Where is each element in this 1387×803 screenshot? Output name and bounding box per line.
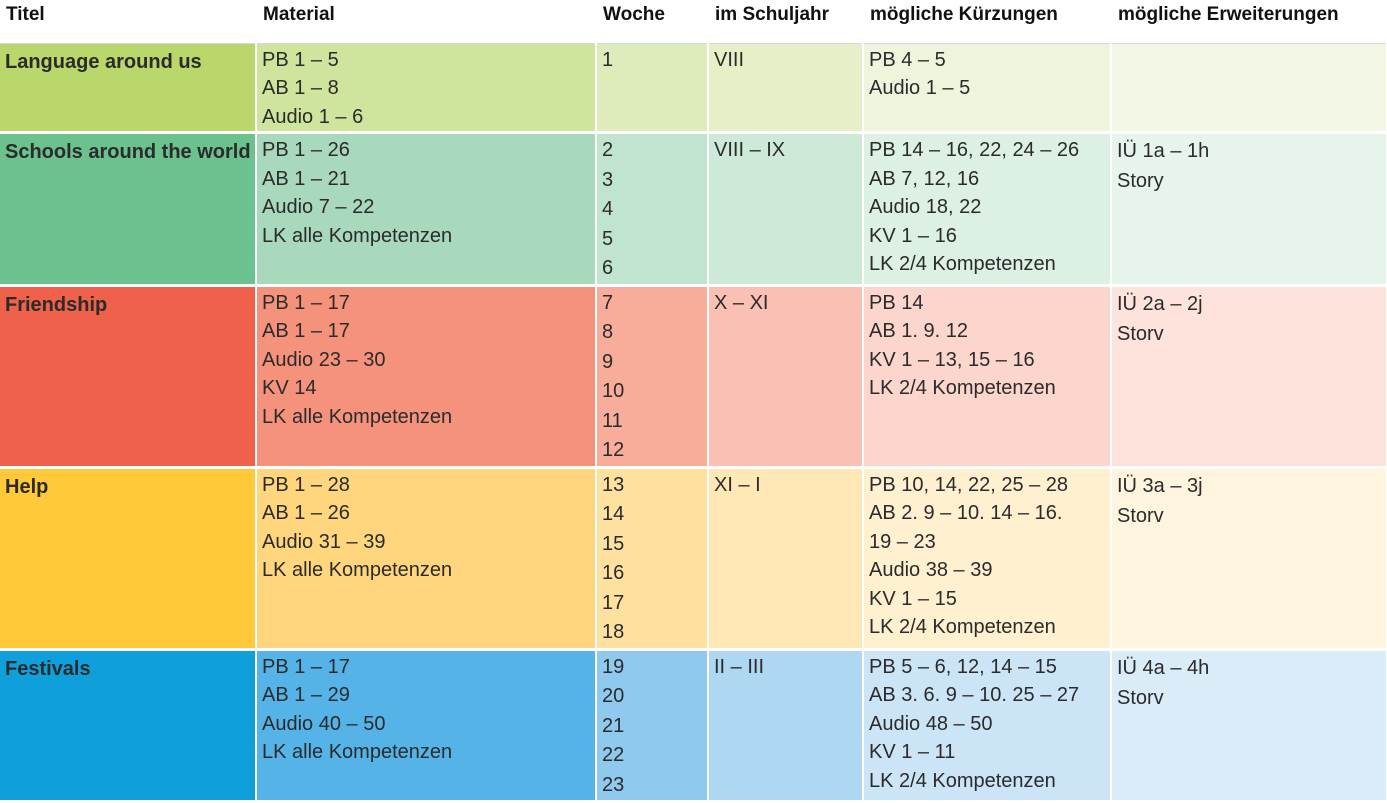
week-cell-line: 18 (602, 621, 625, 643)
school-year-cell (708, 133, 863, 286)
week-cell-line: 20 (602, 685, 625, 707)
material-cell (256, 133, 596, 286)
material-cell (256, 649, 596, 802)
week-cell-line: 23 (602, 773, 625, 796)
school-year-cell (708, 43, 863, 133)
cuts-cell-line: PB 4 – 5 (869, 48, 946, 71)
header-row (0, 0, 1387, 43)
table-row (0, 43, 1387, 133)
extensions-cell-line: IÜ 1a – 1h (1117, 140, 1210, 162)
cuts-cell-line: KV 1 – 13, 15 – 16 (869, 348, 1035, 371)
table-row (0, 649, 1387, 802)
week-cell (596, 133, 708, 286)
material-cell-line: Audio 7 – 22 (262, 196, 375, 218)
material-cell-line: PB 1 – 26 (262, 139, 350, 161)
cuts-cell-line: LK 2/4 Kompetenzen (869, 616, 1056, 638)
week-cell-line: 2 (602, 139, 614, 161)
cuts-cell-line: Audio 38 – 39 (869, 559, 993, 581)
week-cell-line: 14 (602, 503, 625, 525)
school-year-cell (708, 467, 863, 649)
week-cell-line: 6 (602, 257, 614, 279)
extensions-cell-line: IÜ 3a – 3j (1117, 474, 1203, 497)
week-cell-line: 10 (602, 380, 625, 402)
row-title: Help (0, 467, 256, 649)
extensions-cell (1111, 133, 1387, 286)
material-cell-line: AB 1 – 17 (262, 320, 350, 342)
header-title: Titel (0, 0, 256, 43)
week-cell-line: 3 (602, 168, 614, 191)
header-material: Material (256, 0, 596, 43)
row-title: Schools around the world (0, 133, 256, 286)
school-year-months: X – XI (714, 291, 769, 314)
material-cell-line: PB 1 – 28 (262, 473, 350, 496)
cuts-cell-line: Audio 18, 22 (869, 196, 982, 218)
cuts-cell-line: LK 2/4 Kompetenzen (869, 769, 1056, 792)
week-cell-line: 8 (602, 321, 614, 343)
week-cell-line: 19 (602, 655, 625, 678)
material-cell-line: LK alle Kompetenzen (262, 224, 453, 247)
extensions-cell-line: Storv (1117, 322, 1164, 345)
cuts-cell-line: KV 1 – 11 (869, 741, 956, 763)
extensions-cell-line: Storv (1117, 686, 1164, 709)
week-cell-line: 9 (602, 350, 614, 373)
week-cell-line: 13 (602, 473, 625, 496)
material-cell-line: AB 1 – 8 (262, 77, 339, 99)
cuts-cell (863, 285, 1111, 467)
week-cell-line: 7 (602, 291, 614, 314)
extensions-cell (1111, 467, 1387, 649)
week-cell-line: 17 (602, 591, 625, 614)
school-year-months: VIII – IX (714, 139, 786, 161)
cuts-cell-line: LK 2/4 Kompetenzen (869, 253, 1056, 275)
header-week: Woche (596, 0, 708, 43)
week-cell-line: 11 (602, 409, 623, 432)
material-cell-line: PB 1 – 17 (262, 655, 350, 678)
header-possible-cuts: mögliche Kürzungen (863, 0, 1111, 43)
extensions-cell-line: IÜ 2a – 2j (1117, 292, 1203, 315)
cuts-cell-line: AB 2. 9 – 10. 14 – 16. (869, 502, 1063, 524)
row-title: Language around us (0, 43, 256, 133)
cuts-cell-line: KV 1 – 15 (869, 587, 957, 610)
week-cell-line: 12 (602, 439, 625, 461)
extensions-cell-line: IÜ 4a – 4h (1117, 656, 1210, 679)
cuts-cell (863, 43, 1111, 133)
material-cell (256, 467, 596, 649)
school-year-cell (708, 285, 863, 467)
week-cell-line: 4 (602, 198, 614, 220)
material-cell-line: KV 14 (262, 377, 317, 399)
cuts-cell-line: PB 14 – 16, 22, 24 – 26 (869, 139, 1080, 161)
cuts-cell (863, 467, 1111, 649)
school-year-cell (708, 649, 863, 802)
material-cell-line: PB 1 – 5 (262, 48, 339, 71)
material-cell-line: LK alle Kompetenzen (262, 405, 453, 428)
week-cell-line: 15 (602, 532, 625, 555)
cuts-cell-line: LK 2/4 Kompetenzen (869, 377, 1056, 399)
row-title: Festivals (0, 649, 256, 802)
week-cell (596, 649, 708, 802)
week-cell-line: 1 (602, 48, 614, 71)
week-cell-line: 16 (602, 562, 625, 584)
extensions-cell-line: Storv (1117, 504, 1164, 527)
cuts-cell-line: PB 14 (869, 291, 924, 314)
cuts-cell-line: 19 – 23 (869, 530, 936, 553)
material-cell-line: Audio 23 – 30 (262, 348, 386, 371)
extensions-cell (1111, 285, 1387, 467)
cuts-cell-line: AB 1. 9. 12 (869, 320, 968, 342)
cuts-cell-line: KV 1 – 16 (869, 224, 957, 247)
cuts-cell-line: Audio 48 – 50 (869, 712, 993, 735)
table-row (0, 467, 1387, 649)
cuts-cell (863, 133, 1111, 286)
header-school-year: im Schuljahr (708, 0, 863, 43)
school-year-months: VIII (714, 48, 745, 71)
cuts-cell-line: Audio 1 – 5 (869, 77, 971, 99)
material-cell-line: AB 1 – 26 (262, 502, 350, 524)
row-title: Friendship (0, 285, 256, 467)
material-cell-line: Audio 1 – 6 (262, 105, 364, 128)
cuts-cell-line: PB 5 – 6, 12, 14 – 15 (869, 655, 1057, 678)
week-cell (596, 285, 708, 467)
school-year-months: XI – I (714, 473, 761, 496)
table-row (0, 133, 1387, 286)
cuts-cell-line: AB 7, 12, 16 (869, 167, 980, 190)
extensions-cell (1111, 43, 1387, 133)
extensions-cell (1111, 649, 1387, 802)
week-cell-line: 21 (602, 714, 625, 737)
table-row (0, 285, 1387, 467)
cuts-cell-line: PB 10, 14, 22, 25 – 28 (869, 473, 1069, 496)
material-cell (256, 43, 596, 133)
school-year-months: II – III (714, 655, 765, 678)
material-cell-line: AB 1 – 21 (262, 167, 350, 190)
header-possible-extensions: mögliche Erweiterungen (1111, 0, 1387, 43)
material-cell-line: LK alle Kompetenzen (262, 741, 453, 763)
week-cell-line: 22 (602, 744, 625, 766)
material-cell-line: Audio 40 – 50 (262, 712, 386, 735)
week-cell (596, 467, 708, 649)
extensions-cell-line: Story (1117, 170, 1164, 192)
week-cell-line: 5 (602, 227, 614, 250)
material-cell-line: AB 1 – 29 (262, 684, 350, 706)
material-cell-line: LK alle Kompetenzen (262, 559, 453, 581)
week-cell (596, 43, 708, 133)
material-cell (256, 285, 596, 467)
material-cell-line: PB 1 – 17 (262, 291, 350, 314)
cuts-cell-line: AB 3. 6. 9 – 10. 25 – 27 (869, 684, 1080, 706)
cuts-cell (863, 649, 1111, 802)
material-cell-line: Audio 31 – 39 (262, 530, 386, 553)
